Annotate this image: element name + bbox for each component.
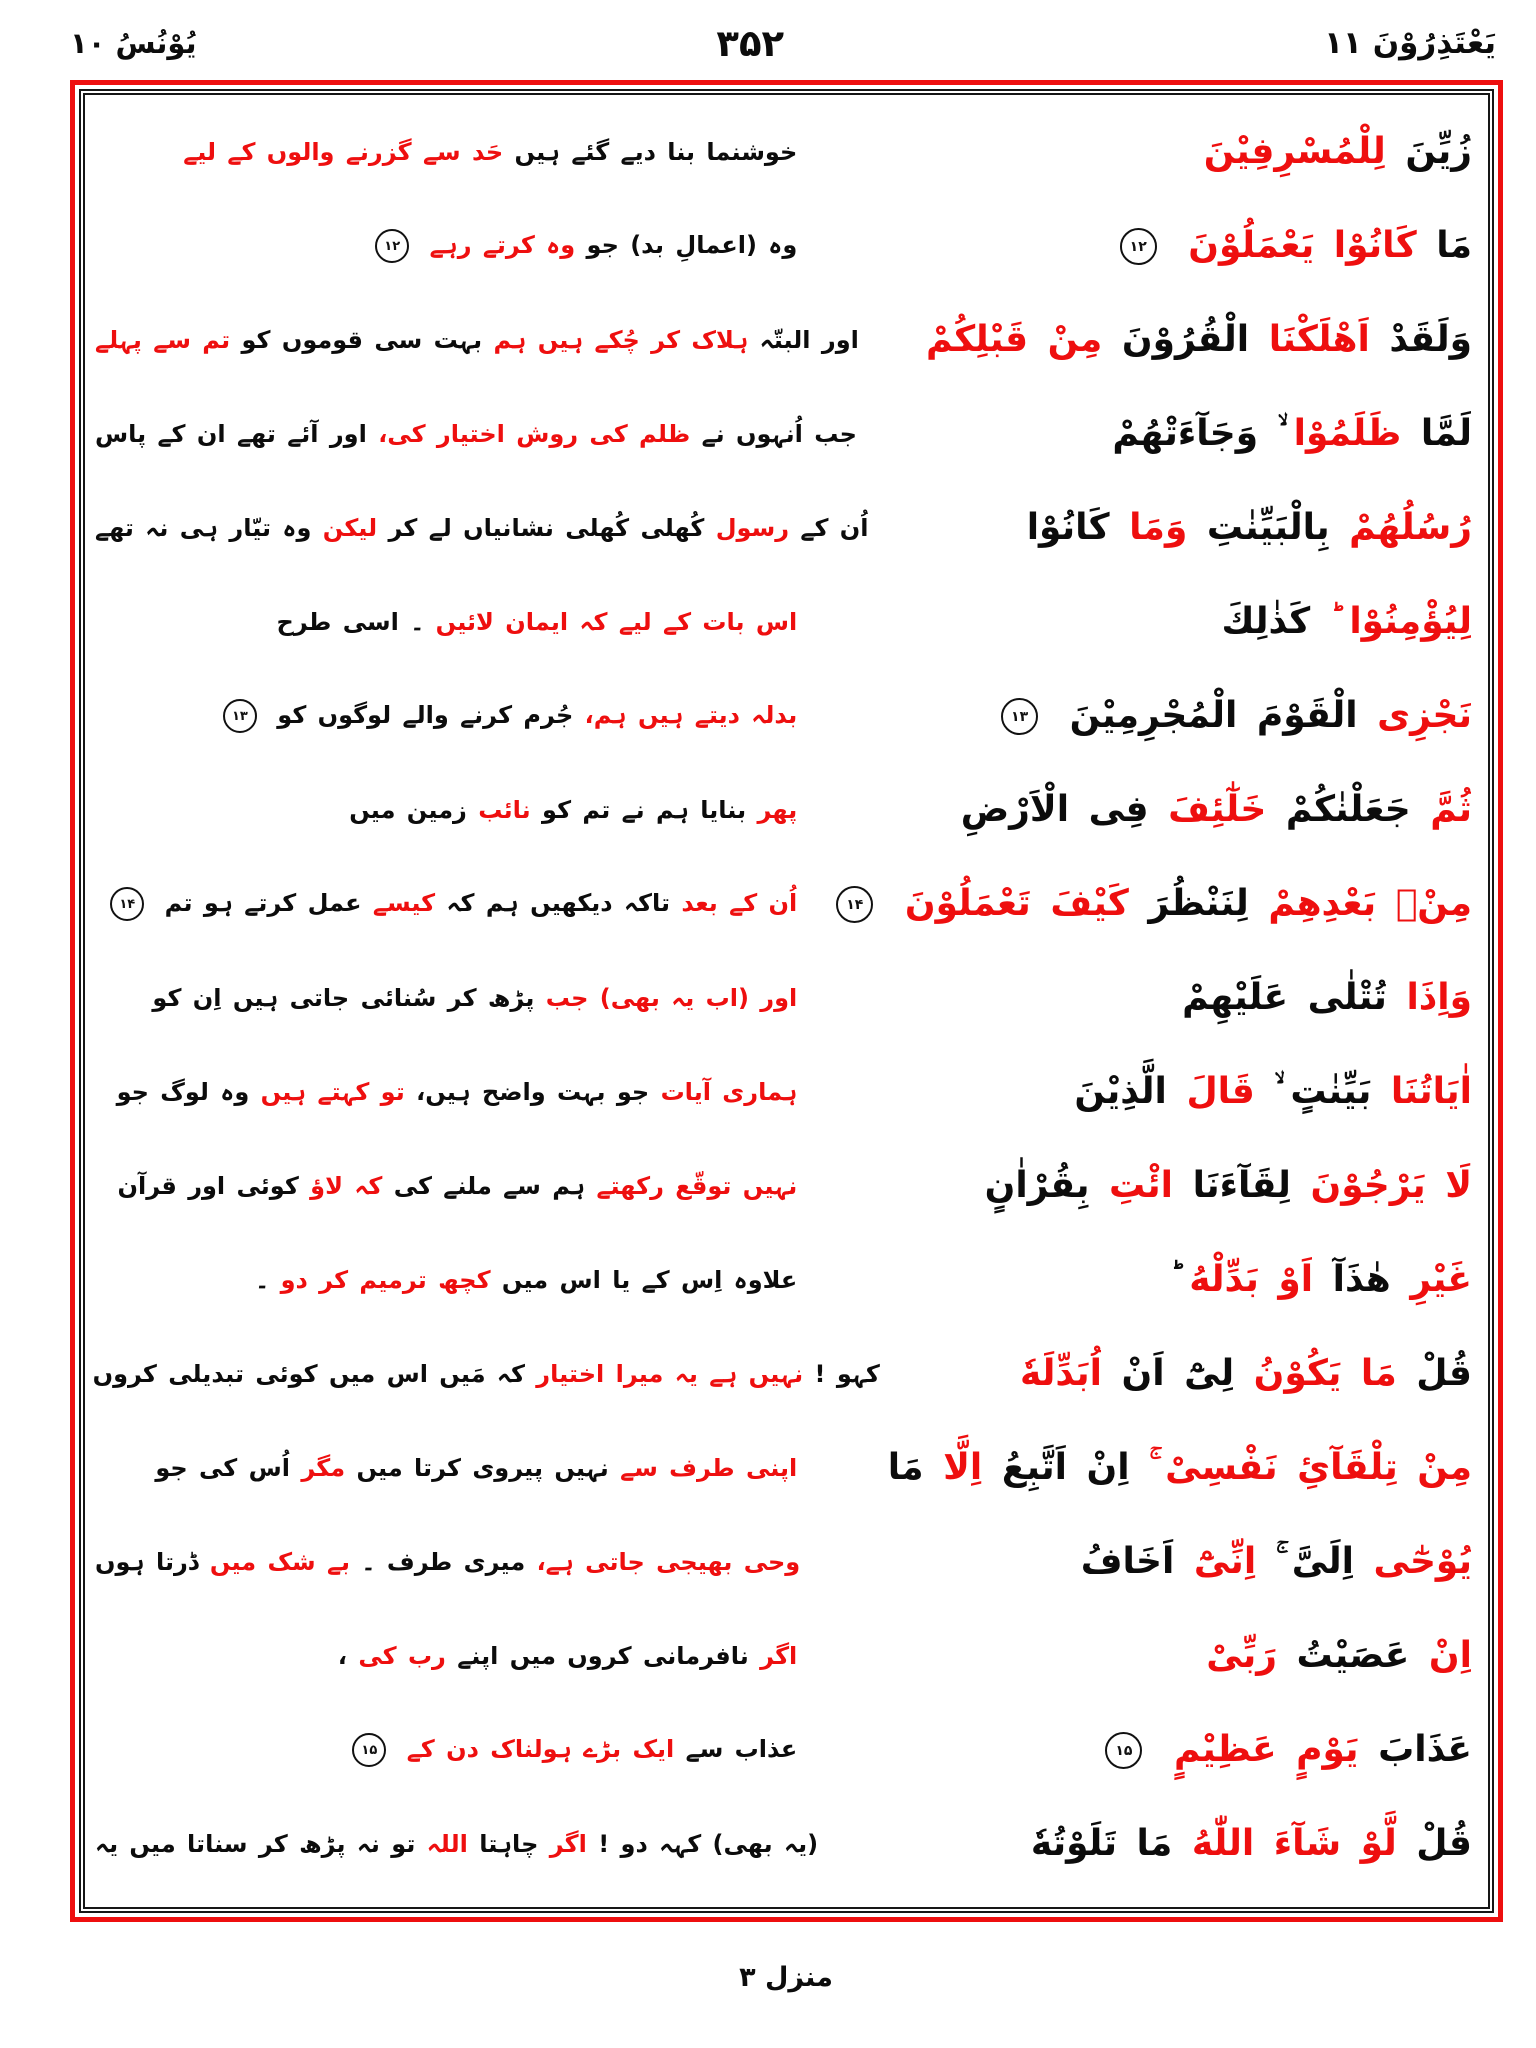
- arabic-verse-line: [880, 1449, 1472, 1487]
- text-segment: خوشنما بنا دیے گئے ہیں: [514, 137, 798, 166]
- text-segment: عَصَيْتُ: [1296, 1635, 1410, 1677]
- urdu-translation-line: [95, 887, 797, 921]
- urdu-translation-line: [95, 229, 797, 263]
- text-segment: اپنی طرف سے: [620, 1453, 798, 1482]
- text-segment: ،: [337, 1641, 347, 1670]
- arabic-verse-line: [880, 1637, 1472, 1675]
- text-segment: لِيُؤْمِنُوْا ؕ: [1329, 601, 1472, 643]
- arabic-verse-line: [880, 1261, 1472, 1299]
- content-rows: [92, 105, 1472, 1901]
- black-inner-frame: [79, 89, 1494, 1913]
- text-segment: اگر: [549, 1829, 587, 1858]
- text-segment: مگر: [301, 1453, 346, 1482]
- text-segment: جُرم کرنے والے لوگوں کو: [277, 701, 574, 729]
- arabic-verse-line: [880, 509, 1472, 547]
- text-segment: قُلْ: [1416, 1353, 1472, 1395]
- text-segment: كَانُوْا: [1026, 507, 1110, 549]
- arabic-verse-line: [880, 694, 1472, 736]
- text-segment: نہیں توقّع رکھتے: [596, 1171, 798, 1200]
- text-segment: كَانُوْا يَعْمَلُوْنَ: [1188, 224, 1417, 266]
- text-segment: وہ (اعمالِ بد) جو: [586, 231, 798, 259]
- text-segment: مِنْ قَبْلِكُمْ: [925, 319, 1103, 361]
- verse-row: [95, 1609, 1472, 1703]
- text-segment: عذاب سے: [685, 1735, 798, 1763]
- text-segment: پڑھ کر سُنائی جاتی ہیں اِن کو: [152, 983, 535, 1012]
- verse-end-marker: ۱۴: [110, 887, 144, 921]
- text-segment: بدلہ دیتے ہیں ہم،: [584, 701, 798, 729]
- text-segment: رَبِّىْ: [1206, 1635, 1277, 1677]
- verse-end-marker: ۱۳: [223, 699, 257, 733]
- verse-end-marker: ۱۲: [375, 229, 409, 263]
- text-segment: وہ کرتے رہے: [429, 231, 576, 259]
- text-segment: میری طرف ۔: [361, 1547, 526, 1576]
- text-segment: وَاِذَا: [1406, 977, 1472, 1019]
- verse-row: [95, 1233, 1472, 1327]
- text-segment: وہ لوگ جو: [116, 1077, 250, 1106]
- text-segment: پھر: [757, 795, 798, 824]
- text-segment: اللہ: [426, 1829, 468, 1858]
- urdu-translation-line: [95, 1549, 800, 1575]
- text-segment: تم سے پہلے: [95, 325, 231, 354]
- verse-row: [95, 763, 1472, 857]
- arabic-verse-line: [880, 1825, 1472, 1863]
- text-segment: جَعَلْنٰكُمْ: [1285, 789, 1411, 831]
- text-segment: نہیں پیروی کرتا میں: [356, 1453, 609, 1482]
- arabic-verse-line: [880, 1543, 1472, 1581]
- text-segment: لِنَنْظُرَ: [1148, 882, 1249, 924]
- verse-row: [95, 199, 1472, 293]
- text-segment: کچھ ترمیم کر دو: [280, 1265, 491, 1294]
- manzil-label: منزل ۳: [739, 1962, 833, 1993]
- text-segment: ائْتِ: [1109, 1165, 1174, 1207]
- arabic-verse-line: [880, 133, 1472, 171]
- text-segment: علاوہ اِس کے یا اس میں: [501, 1265, 798, 1294]
- urdu-translation-line: [95, 1831, 818, 1857]
- text-segment: الَّذِيْنَ: [1074, 1071, 1167, 1113]
- urdu-translation-line: [95, 699, 797, 733]
- text-segment: ہماری آیات: [660, 1077, 798, 1106]
- urdu-translation-line: [93, 1361, 880, 1387]
- verse-row: [95, 1421, 1472, 1515]
- text-segment: كَذٰلِكَ: [1221, 601, 1311, 643]
- verse-row: [95, 1139, 1472, 1233]
- text-segment: حَد سے گزرنے والوں کے لیے: [183, 137, 504, 166]
- text-segment: کہو !: [814, 1359, 880, 1388]
- verse-row: [95, 481, 1472, 575]
- text-segment: کُھلی کُھلی نشانیاں لے کر: [388, 513, 705, 542]
- text-segment: کہ مَیں اس میں کوئی تبدیلی کروں: [92, 1359, 525, 1388]
- text-segment: يَوْمٍ عَظِيْمٍ: [1173, 1728, 1359, 1770]
- text-segment: نافرمانی کروں میں اپنے: [457, 1641, 749, 1670]
- text-segment: نہیں ہے یہ میرا اختیار: [536, 1359, 804, 1388]
- text-segment: ثُمَّ: [1430, 789, 1472, 831]
- text-segment: قَالَ: [1186, 1071, 1255, 1113]
- verse-row: [95, 669, 1472, 763]
- urdu-translation-line: [95, 139, 797, 165]
- urdu-translation-line: [95, 1643, 797, 1669]
- text-segment: عمل کرتے ہو تم: [164, 889, 362, 917]
- text-segment: اور البتّہ: [759, 325, 859, 354]
- text-segment: قُلْ: [1416, 1823, 1472, 1865]
- verse-row: [95, 1515, 1472, 1609]
- verse-end-marker: ۱۵: [352, 1733, 386, 1767]
- text-segment: غَيْرِ: [1410, 1259, 1472, 1301]
- text-segment: مَا: [1436, 224, 1472, 266]
- text-segment: لَمَّا: [1420, 413, 1472, 455]
- text-segment: ۙ وَجَآءَتْهُمْ: [1112, 413, 1278, 455]
- text-segment: اِنْ: [1428, 1635, 1472, 1677]
- text-segment: رُسُلُهُمْ: [1349, 507, 1472, 549]
- text-segment: تو نہ پڑھ کر سناتا میں یہ: [95, 1829, 416, 1858]
- page-header: [70, 10, 1496, 76]
- verse-row: [95, 387, 1472, 481]
- urdu-translation-line: [95, 327, 859, 353]
- urdu-translation-line: [95, 1173, 797, 1199]
- text-segment: كَيْفَ تَعْمَلُوْنَ: [904, 882, 1129, 924]
- urdu-translation-line: [95, 609, 797, 635]
- verse-end-marker: ۱۴: [836, 886, 873, 923]
- verse-end-marker: ۱۲: [1120, 228, 1157, 265]
- verse-row: [95, 857, 1472, 951]
- text-segment: مِنْ تِلْقَآئِ نَفْسِىْ ۚ: [1149, 1447, 1472, 1489]
- arabic-verse-line: [880, 224, 1472, 266]
- verse-row: [95, 1703, 1472, 1797]
- text-segment: وحی بھیجی جاتی ہے،: [536, 1547, 801, 1576]
- text-segment: اُن کے: [800, 513, 869, 542]
- text-segment: نَجْزِى: [1377, 694, 1472, 736]
- text-segment: مَا: [887, 1447, 924, 1489]
- surah-title: یُوْنُسُ ۱۰: [70, 26, 197, 60]
- text-segment: ڈرتا ہوں: [95, 1547, 199, 1576]
- text-segment: لِىْٓ اَنْ: [1121, 1353, 1235, 1395]
- text-segment: کوئی اور قرآن: [117, 1171, 299, 1200]
- text-segment: بنایا ہم نے تم کو: [542, 795, 747, 824]
- text-segment: لیکن: [322, 513, 378, 542]
- urdu-translation-line: [95, 1267, 797, 1293]
- text-segment: وَلَقَدْ: [1389, 319, 1472, 361]
- text-segment: زُيِّنَ: [1405, 131, 1472, 173]
- text-segment: رسول: [715, 513, 790, 542]
- text-segment: ہم سے ملنے کی: [393, 1171, 586, 1200]
- text-segment: اِلَىَّ ۚ: [1275, 1541, 1354, 1583]
- page-number: ۳۵۲: [716, 21, 785, 65]
- verse-row: [95, 293, 1472, 387]
- arabic-verse-line: [880, 1728, 1472, 1770]
- text-segment: اَوْ بَدِّلْهُ: [1189, 1259, 1314, 1301]
- urdu-translation-line: [95, 797, 797, 823]
- urdu-translation-line: [95, 421, 857, 447]
- text-segment: اَهْلَكْنَا: [1268, 319, 1370, 361]
- juz-title: يَعْتَذِرُوْنَ ۱۱: [1324, 25, 1496, 61]
- text-segment: اور آئے تھے ان کے پاس: [95, 419, 367, 448]
- text-segment: اِنِّىْٓ: [1193, 1541, 1257, 1583]
- text-segment: تو کہتے ہیں: [260, 1077, 405, 1106]
- text-segment: لِلْمُسْرِفِيْنَ: [1203, 131, 1386, 173]
- text-segment: خَلٰٓئِفَ: [1168, 789, 1267, 831]
- text-segment: بَيِّنٰتٍ ۙ: [1274, 1071, 1372, 1113]
- text-segment: بے شک میں: [209, 1547, 351, 1576]
- text-segment: اُس کی جو: [155, 1453, 290, 1482]
- text-segment: وَمَا: [1129, 507, 1188, 549]
- text-segment: ۔: [255, 1265, 270, 1294]
- text-segment: هٰذَآ: [1332, 1259, 1391, 1301]
- text-segment: فِى الْاَرْضِ: [960, 789, 1149, 831]
- text-segment: الْقَوْمَ الْمُجْرِمِيْنَ: [1069, 694, 1358, 736]
- verse-end-marker: ۱۵: [1105, 1732, 1142, 1769]
- text-segment: کہ لاؤ: [310, 1171, 383, 1200]
- arabic-verse-line: [880, 1355, 1472, 1393]
- verse-row: [92, 1327, 1472, 1421]
- text-segment: اُن کے بعد: [681, 889, 798, 917]
- urdu-translation-line: [95, 985, 797, 1011]
- text-segment: مَا يَكُوْنُ: [1253, 1353, 1397, 1395]
- red-outer-frame: [70, 80, 1503, 1922]
- text-segment: زمین میں: [349, 795, 467, 824]
- text-segment: لَّوْ شَآءَ اللّٰهُ: [1191, 1823, 1397, 1865]
- arabic-verse-line: [880, 321, 1472, 359]
- arabic-verse-line: [880, 979, 1472, 1017]
- text-segment: لِقَآءَنَا: [1192, 1165, 1291, 1207]
- text-segment: ہلاک کر چُکے ہیں ہم: [493, 325, 749, 354]
- text-segment: يُوْحٰٓى: [1373, 1541, 1472, 1583]
- text-segment: ۔ اسی طرح: [276, 607, 425, 636]
- text-segment: (یہ بھی) کہہ دو !: [598, 1829, 819, 1858]
- arabic-verse-line: [824, 882, 1472, 924]
- text-segment: اَخَافُ: [1080, 1541, 1175, 1583]
- text-segment: تاکہ دیکھیں ہم کہ: [446, 889, 671, 917]
- verse-row: [95, 1797, 1472, 1891]
- arabic-verse-line: [880, 415, 1472, 453]
- text-segment: وہ تیّار ہی نہ تھے: [95, 513, 312, 542]
- arabic-verse-line: [880, 1167, 1472, 1205]
- verse-row: [95, 575, 1472, 669]
- text-segment: اور (اب یہ بھی) جب: [545, 983, 798, 1012]
- text-segment: ظلم کی روش اختیار کی،: [378, 419, 691, 448]
- arabic-verse-line: [880, 603, 1472, 641]
- text-segment: اِنْ اَتَّبِعُ: [1001, 1447, 1130, 1489]
- verse-row: [95, 105, 1472, 199]
- text-segment: اُبَدِّلَهٗ: [1019, 1353, 1102, 1395]
- urdu-translation-line: [95, 515, 868, 541]
- text-segment: بہت سی قوموں کو: [241, 325, 483, 354]
- text-segment: اس بات کے لیے کہ ایمان لائیں: [435, 607, 798, 636]
- text-segment: جو بہت واضح ہیں،: [416, 1077, 650, 1106]
- text-segment: کیسے: [372, 889, 436, 917]
- urdu-translation-line: [95, 1455, 797, 1481]
- text-segment: جب اُنہوں نے: [701, 419, 857, 448]
- text-segment: اٰيَاتُنَا: [1390, 1071, 1472, 1113]
- text-segment: عَذَابَ: [1378, 1728, 1472, 1770]
- text-segment: اگر: [760, 1641, 798, 1670]
- page-footer: [0, 1962, 1536, 1993]
- arabic-verse-line: [880, 1073, 1472, 1111]
- text-segment: مَا تَلَوْتُهٗ: [1030, 1823, 1173, 1865]
- verse-row: [95, 951, 1472, 1045]
- text-segment: اِلَّا: [943, 1447, 983, 1489]
- text-segment: ظَلَمُوْا: [1293, 413, 1402, 455]
- arabic-verse-line: [880, 791, 1472, 829]
- text-segment: بِالْبَيِّنٰتِ: [1206, 507, 1330, 549]
- text-segment: بِقُرْاٰنٍ: [984, 1165, 1090, 1207]
- text-segment: نائب: [478, 795, 531, 824]
- text-segment: رب کی: [358, 1641, 446, 1670]
- text-segment: الْقُرُوْنَ: [1121, 319, 1250, 361]
- verse-row: [95, 1045, 1472, 1139]
- text-segment: تُتْلٰى عَلَيْهِمْ: [1182, 977, 1387, 1019]
- verse-end-marker: ۱۳: [1001, 698, 1038, 735]
- text-segment: مِنْۢ بَعْدِهِمْ: [1268, 882, 1472, 924]
- text-segment: چاہتا: [479, 1829, 539, 1858]
- urdu-translation-line: [95, 1079, 797, 1105]
- text-segment: لَا يَرْجُوْنَ: [1310, 1165, 1472, 1207]
- text-segment: ایک بڑے ہولناک دن کے: [406, 1735, 675, 1763]
- urdu-translation-line: [95, 1733, 797, 1767]
